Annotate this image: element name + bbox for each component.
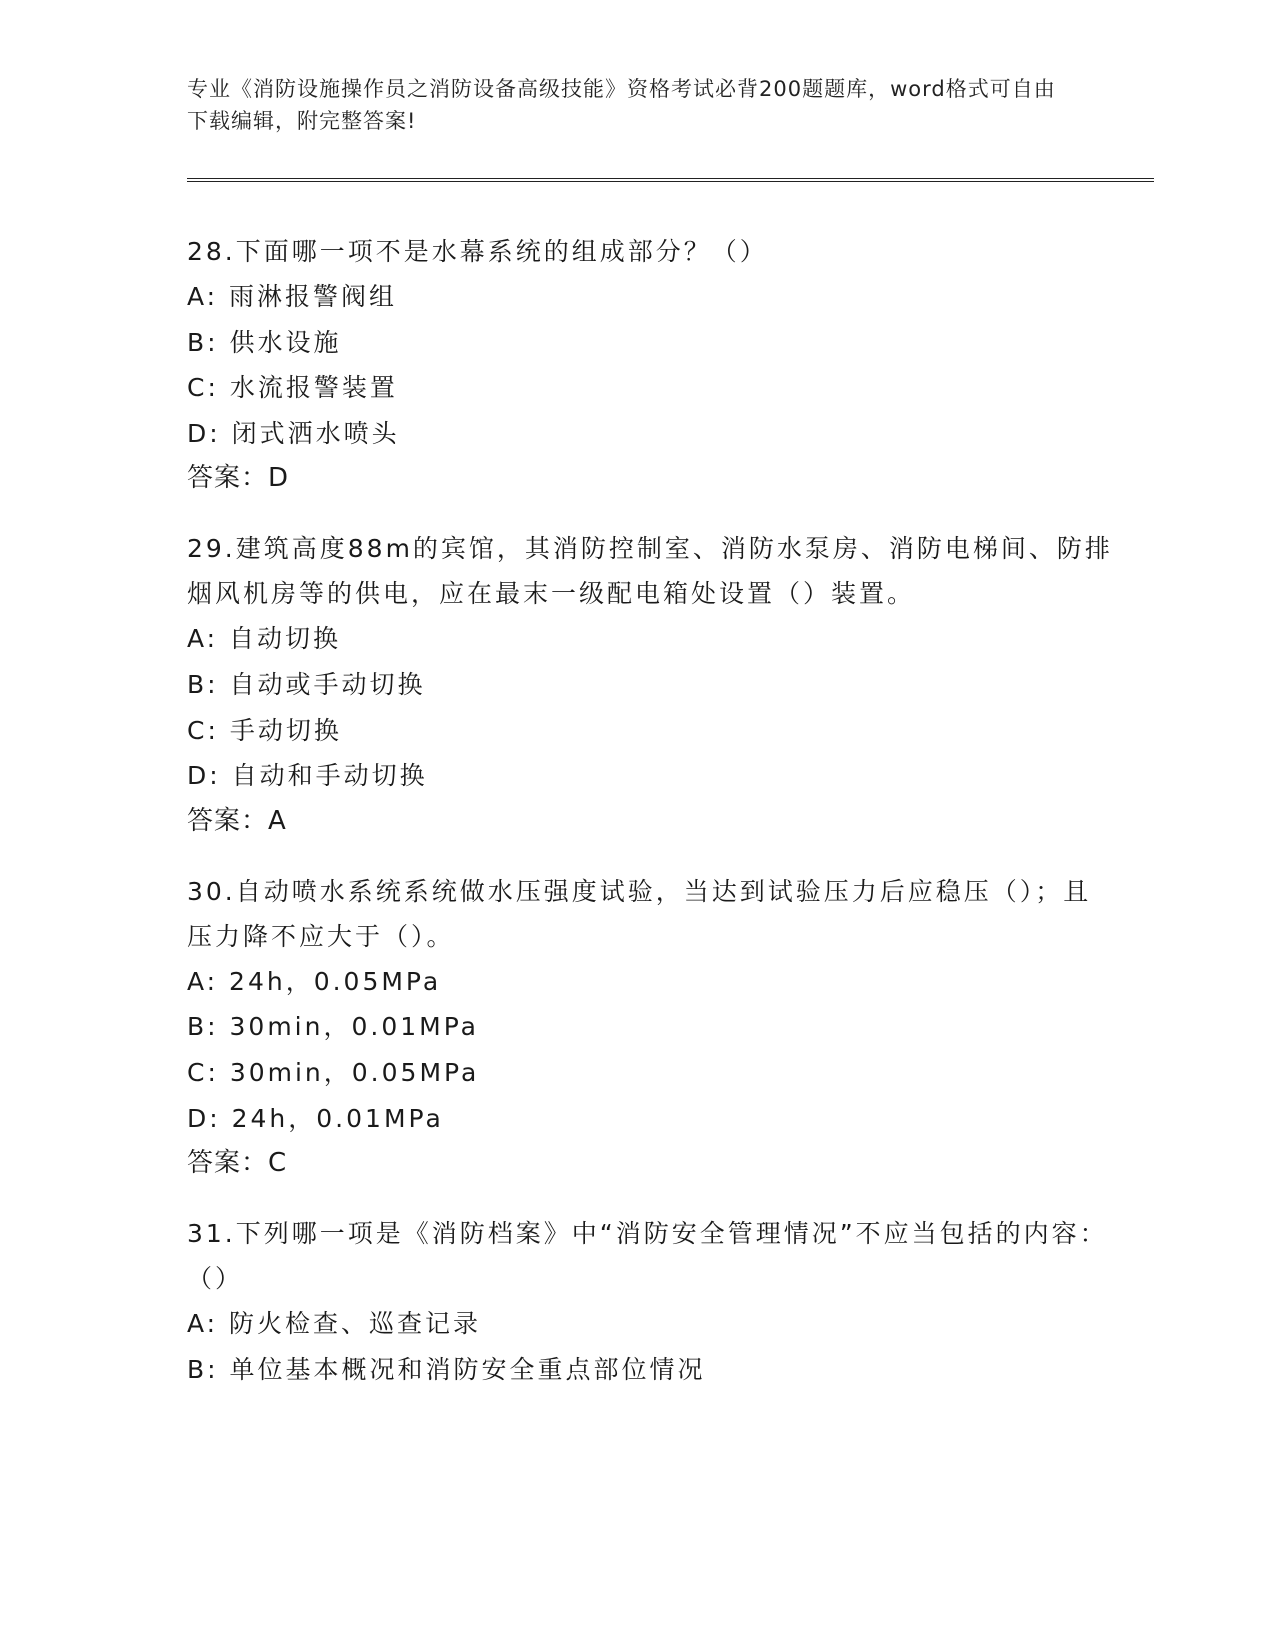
- option-b: B: 供水设施: [187, 327, 342, 357]
- option-c: C: 30min，0.05MPa: [187, 1057, 480, 1087]
- option-c: C: 水流报警装置: [187, 373, 398, 403]
- option-a: A: 雨淋报警阀组: [187, 282, 398, 311]
- option-d: D: 闭式洒水喷头: [187, 418, 400, 448]
- question-29: [187, 526, 1117, 843]
- question-stem: 28.下面哪一项不是水幕系统的组成部分？（）: [187, 237, 768, 266]
- question-stem: 29.建筑高度88m的宾馆，其消防控制室、消防水泵房、消防电梯间、防排烟风机房等的供电，应在最末一级配电箱处设置（）装置。: [187, 534, 1113, 609]
- question-28: [187, 229, 1117, 501]
- question-stem: 31.下列哪一项是《消防档案》中“消防安全管理情况”不应当包括的内容：（）: [187, 1219, 1108, 1294]
- answer-label: 答案：D: [187, 463, 290, 494]
- option-a: A: 自动切换: [187, 624, 342, 654]
- answer-label: 答案：A: [187, 805, 287, 836]
- option-a: A: 24h，0.05MPa: [187, 966, 442, 996]
- question-31: [187, 1211, 1117, 1392]
- option-d: D: 自动和手动切换: [187, 761, 428, 791]
- question-stem: 30.自动喷水系统系统做水压强度试验，当达到试验压力后应稳压（）；且压力降不应大于（）。: [187, 876, 1092, 951]
- option-d: D: 24h，0.01MPa: [187, 1103, 444, 1133]
- option-a: A: 防火检查、巡查记录: [187, 1309, 482, 1339]
- option-b: B: 单位基本概况和消防安全重点部位情况: [187, 1354, 706, 1384]
- answer-label: 答案：C: [187, 1148, 288, 1179]
- question-list: [187, 229, 1117, 1417]
- option-c: C: 手动切换: [187, 715, 342, 745]
- document-header: 专业《消防设施操作员之消防设备高级技能》资格考试必背200题题库，word格式可自由下载编辑，附完整答案!: [187, 77, 1056, 133]
- header-divider: [187, 178, 1154, 182]
- option-b: B: 30min，0.01MPa: [187, 1012, 479, 1042]
- question-30: [187, 869, 1117, 1186]
- option-b: B: 自动或手动切换: [187, 669, 426, 699]
